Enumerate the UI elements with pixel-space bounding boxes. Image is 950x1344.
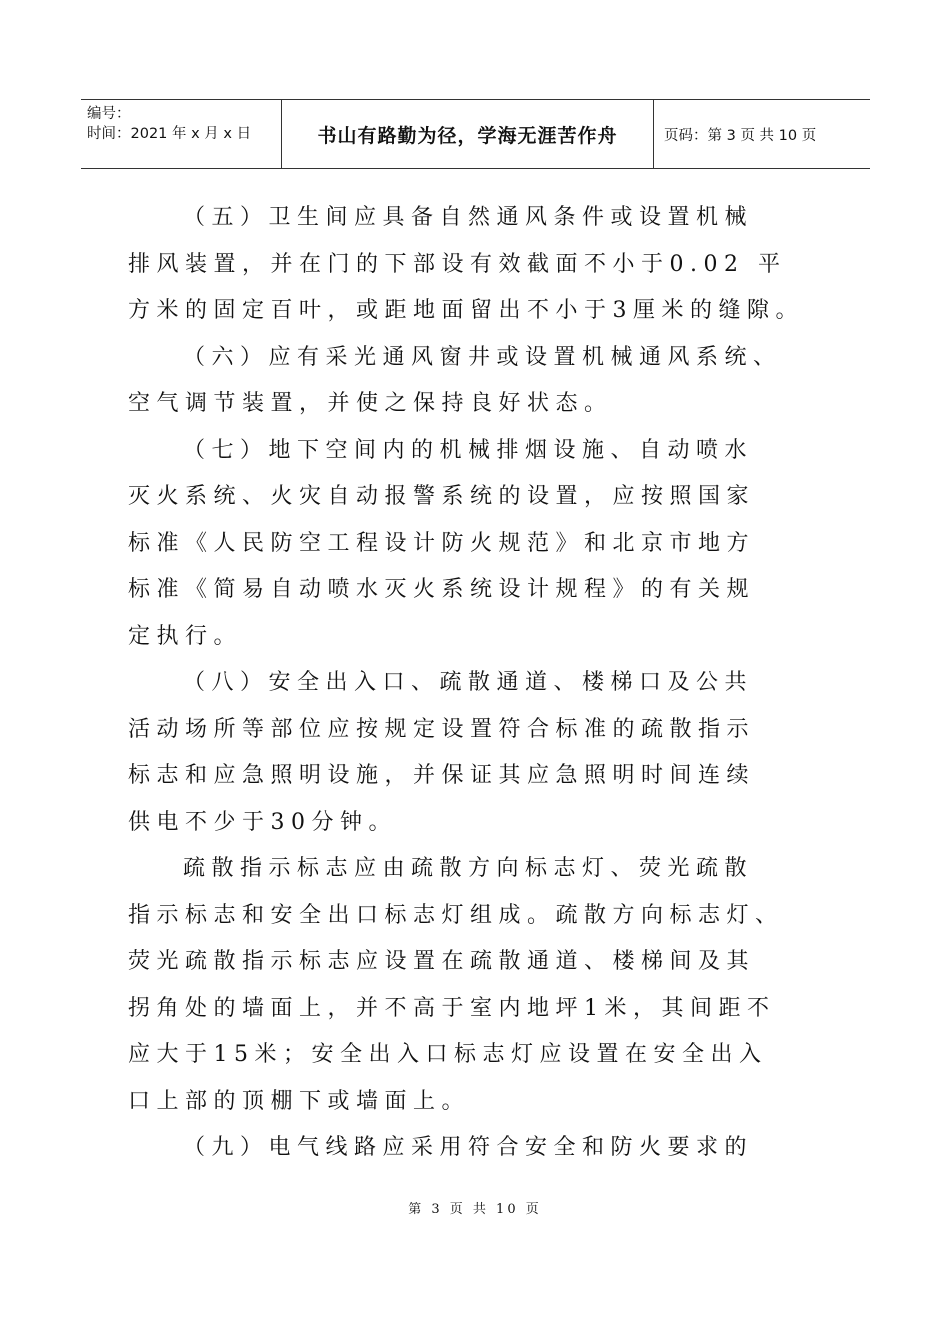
paragraph-line: 灭火系统、火灾自动报警系统的设置，应按照国家 (128, 484, 756, 509)
paragraph-line: 供电不少于30分钟。 (128, 809, 397, 835)
header-page-info: 页码：第 3 页 共 10 页 (664, 127, 817, 144)
paragraph-line: 定执行。 (128, 623, 243, 649)
paragraph-line: 标志和应急照明设施，并保证其应急照明时间连续 (128, 763, 756, 788)
paragraph (128, 1125, 848, 1172)
paragraph-line: 活动场所等部位应按规定设置符合标准的疏散指示 (128, 716, 756, 742)
document-time: 时间：2021 年 x 月 x 日 (87, 126, 252, 142)
paragraph-line: 口上部的顶棚下或墙面上。 (128, 1088, 471, 1114)
document-number-label: 编号： (87, 106, 131, 122)
paragraph (128, 335, 848, 428)
paragraph-line: （五）卫生间应具备自然通风条件或设置机械 (183, 205, 754, 230)
paragraph-line: 应大于15米；安全出入口标志灯应设置在安全出入 (128, 1042, 768, 1067)
page-footer: 第 3 页 共 10 页 (408, 1202, 542, 1217)
paragraph-line: （八）安全出入口、疏散通道、楼梯口及公共 (183, 670, 754, 695)
paragraph-line: 排风装置，并在门的下部设有效截面不小于0.02 平 (128, 251, 787, 277)
paragraph-line: （六）应有采光通风窗井或设置机械通风系统、 (183, 344, 782, 370)
paragraph-line: 疏散指示标志应由疏散方向标志灯、荧光疏散 (183, 856, 754, 881)
paragraph-line: 荧光疏散指示标志应设置在疏散通道、楼梯间及其 (128, 949, 756, 974)
paragraph-line: 方米的固定百叶，或距地面留出不小于3厘米的缝隙。 (128, 298, 804, 323)
paragraph-line: （七）地下空间内的机械排烟设施、自动喷水 (183, 437, 754, 463)
header-motto: 书山有路勤为径，学海无涯苦作舟 (282, 100, 654, 168)
paragraph (128, 660, 848, 846)
paragraph-line: 指示标志和安全出口标志灯组成。疏散方向标志灯、 (128, 902, 784, 928)
document-body (128, 195, 848, 1172)
paragraph (128, 846, 848, 1125)
page-header (81, 99, 870, 169)
paragraph-line: 标准《人民防空工程设计防火规范》和北京市地方 (128, 530, 756, 556)
paragraph-line: 拐角处的墙面上，并不高于室内地坪1米，其间距不 (128, 995, 776, 1021)
paragraph (128, 428, 848, 661)
paragraph-line: 空气调节装置，并使之保持良好状态。 (128, 391, 613, 416)
paragraph (128, 195, 848, 335)
paragraph-line: 标准《简易自动喷水灭火系统设计规程》的有关规 (128, 577, 756, 602)
paragraph-line: （九）电气线路应采用符合安全和防火要求的 (183, 1135, 754, 1160)
header-meta (81, 100, 282, 168)
